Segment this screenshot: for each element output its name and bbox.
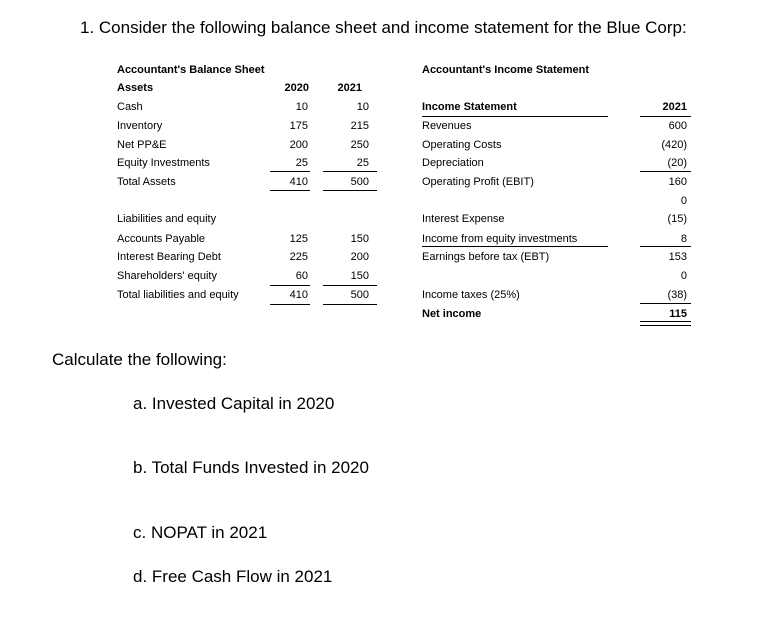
total-liabilities-2021: 500	[350, 289, 369, 301]
total-assets-2021: 500	[350, 176, 369, 188]
underline	[323, 190, 377, 191]
income-year-header: 2021	[662, 101, 687, 113]
income-row-value: 153	[668, 251, 687, 263]
underline	[323, 304, 377, 305]
task-item-b: b. Total Funds Invested in 2020	[133, 458, 369, 477]
asset-value-2021: 250	[350, 139, 369, 151]
year-2021-header: 2021	[337, 82, 362, 94]
income-row-label: Operating Profit (EBIT)	[422, 176, 534, 188]
income-row-value: (420)	[661, 139, 687, 151]
underline	[270, 190, 310, 191]
total-liabilities-2020: 410	[289, 289, 308, 301]
task-item-c: c. NOPAT in 2021	[133, 523, 268, 542]
asset-value-2020: 25	[295, 157, 308, 169]
underline	[323, 171, 377, 172]
double-underline	[640, 321, 691, 326]
liability-value-2020: 225	[289, 251, 308, 263]
asset-value-2021: 215	[350, 120, 369, 132]
income-row-value: 0	[680, 195, 687, 207]
total-assets-2020: 410	[289, 176, 308, 188]
income-row-label: Income taxes (25%)	[422, 289, 520, 301]
income-row-label: Earnings before tax (EBT)	[422, 251, 550, 263]
asset-row-label: Equity Investments	[117, 157, 210, 169]
liability-value-2021: 150	[350, 233, 369, 245]
underline	[270, 285, 310, 286]
total-liabilities-label: Total liabilities and equity	[117, 289, 239, 301]
assets-header-label: Assets	[117, 82, 154, 94]
underline	[640, 246, 691, 247]
underline	[422, 246, 608, 247]
asset-value-2020: 10	[295, 101, 308, 113]
asset-value-2021: 25	[356, 157, 369, 169]
liability-value-2020: 60	[295, 270, 308, 282]
year-2020-header: 2020	[284, 82, 309, 94]
income-row-label: Operating Costs	[422, 139, 502, 151]
asset-value-2021: 10	[356, 101, 369, 113]
question-title: 1. Consider the following balance sheet and income statement for the Blue Corp:	[80, 18, 687, 37]
income-row-value: 600	[668, 120, 687, 132]
total-assets-label: Total Assets	[117, 176, 176, 188]
net-income-value: 115	[669, 308, 687, 320]
liability-value-2021: 150	[350, 270, 369, 282]
underline	[270, 171, 310, 172]
calculate-intro: Calculate the following:	[52, 350, 227, 369]
income-row-value: (38)	[667, 289, 687, 301]
asset-value-2020: 200	[289, 139, 308, 151]
task-item-a: a. Invested Capital in 2020	[133, 394, 335, 413]
underline	[270, 304, 310, 305]
asset-row-label: Net PP&E	[117, 139, 167, 151]
income-row-label: Interest Expense	[422, 213, 505, 225]
income-row-label: Income from equity investments	[422, 233, 578, 245]
income-row-value: (20)	[667, 157, 687, 169]
income-row-value: (15)	[667, 213, 687, 225]
balance-sheet-title: Accountant's Balance Sheet	[117, 64, 265, 76]
income-statement-title: Accountant's Income Statement	[422, 64, 590, 76]
underline	[640, 116, 691, 117]
underline	[640, 303, 691, 304]
asset-row-label: Inventory	[117, 120, 163, 132]
income-row-label: Depreciation	[422, 157, 484, 169]
liability-row-label: Shareholders' equity	[117, 270, 217, 282]
income-row-value: 0	[680, 270, 687, 282]
income-statement-header: Income Statement	[422, 101, 517, 113]
liability-value-2021: 200	[350, 251, 369, 263]
liabilities-heading: Liabilities and equity	[117, 213, 217, 225]
underline	[422, 116, 608, 117]
underline	[640, 171, 691, 172]
income-row-label: Revenues	[422, 120, 472, 132]
liability-row-label: Interest Bearing Debt	[117, 251, 221, 263]
liability-value-2020: 125	[289, 233, 308, 245]
asset-value-2020: 175	[289, 120, 308, 132]
income-row-value: 160	[668, 176, 687, 188]
net-income-label: Net income	[422, 308, 482, 320]
asset-row-label: Cash	[117, 101, 143, 113]
liability-row-label: Accounts Payable	[117, 233, 206, 245]
underline	[323, 285, 377, 286]
income-row-value: 8	[680, 233, 687, 245]
task-item-d: d. Free Cash Flow in 2021	[133, 567, 333, 586]
